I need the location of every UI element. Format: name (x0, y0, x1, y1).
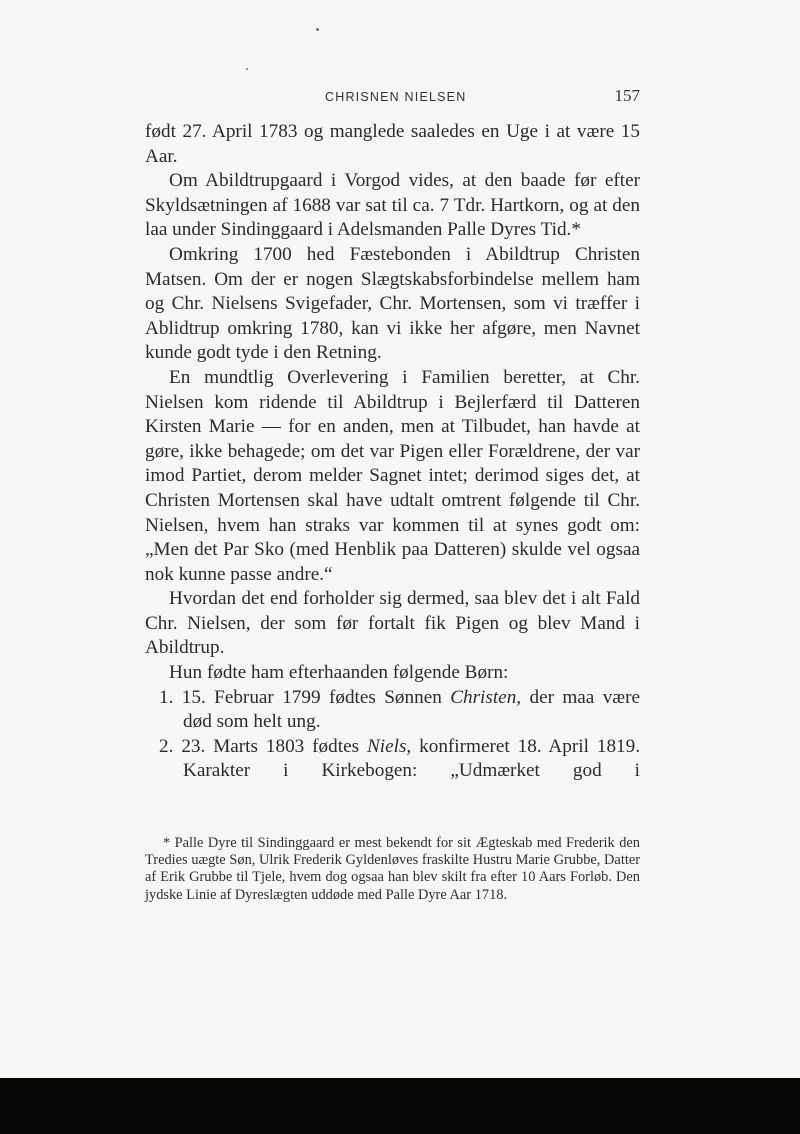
paragraph: Hun fødte ham efterhaanden følgende Børn: (169, 662, 509, 684)
list-item-text: 23. Marts 1803 fødtes (181, 735, 367, 757)
paragraph: Om Abildtrupgaard i Vorgod vides, at den baade før efter Skyldsætningen af 1688 var sat til ca. 7 Tdr. Hartkorn, og at den laa under Sindinggaard i Adelsmanden Palle Dyres Tid.* (145, 170, 640, 241)
page-number: 157 (614, 86, 640, 105)
paragraph: Omkring 1700 hed Fæstebonden i Abildtrup Christen Matsen. Om der er nogen Slægtskabsforbindelse mellem ham og Chr. Nielsens Svigefader, Chr. Mortensen, som vi træffer i Ablidtrup omkring 1780, kan vi ikke her afgøre, men Navnet kunde godt tyde i den Retning. (145, 243, 640, 364)
child-name: Christen, (450, 686, 522, 708)
list-item-text: konfirmeret 18. April 1819. Karakter i Kirkebogen: „Udmærket god i (183, 735, 641, 782)
paragraph: Hvordan det end forholder sig dermed, saa blev det i alt Fald Chr. Nielsen, der som før fortalt fik Pigen og blev Mand i Abildtrup. (145, 588, 640, 659)
list-item-text: 15. Februar 1799 fødtes Sønnen (181, 686, 451, 708)
scan-border (0, 1078, 800, 1134)
child-name: Niels, (366, 735, 412, 757)
list-item (145, 735, 640, 784)
list-item-text: der maa være død som helt ung. (183, 686, 640, 733)
paragraph: født 27. April 1783 og manglede saaledes en Uge i at være 15 Aar. (145, 121, 640, 167)
running-title: CHRISNEN NIELSEN (325, 90, 467, 104)
list-item-number: 2. (159, 735, 174, 757)
footnote (145, 835, 640, 904)
paragraph: En mundtlig Overlevering i Familien beretter, at Chr. Nielsen kom ridende til Abildtrup i Bejlerfærd til Datteren Kirsten Marie — for en anden, men at Tilbudet, han havde at gøre, ikke behagede; om det var Pigen eller Forældrene, der var imod Partiet, derom melder Sagnet intet; derimod siges det, at Christen Mortensen skal have udtalt omtrent følgende til Chr. Nielsen, hvem han straks var kommen til at synes godt om: „Men det Par Sko (med Henblik paa Datteren) skulde vel ogsaa nok kunne passe andre.“ (145, 366, 640, 585)
print-speck (246, 68, 248, 70)
body-text (145, 120, 640, 784)
list-item (145, 686, 640, 735)
print-speck (316, 28, 319, 31)
footnote-text: * Palle Dyre til Sindinggaard er mest bekendt for sit Ægteskab med Frederik den Tredies uægte Søn, Ulrik Frederik Gyldenløves fraskilte Hustru Marie Grubbe, Datter af Erik Grubbe til Tjele, hvem dog ogsaa han blev skilt fra efter 10 Aars Forløb. Den jydske Linie af Dyreslægten uddøde med Palle Dyre Aar 1718. (145, 835, 640, 903)
list-item-number: 1. (159, 686, 174, 708)
page-header (145, 86, 640, 110)
